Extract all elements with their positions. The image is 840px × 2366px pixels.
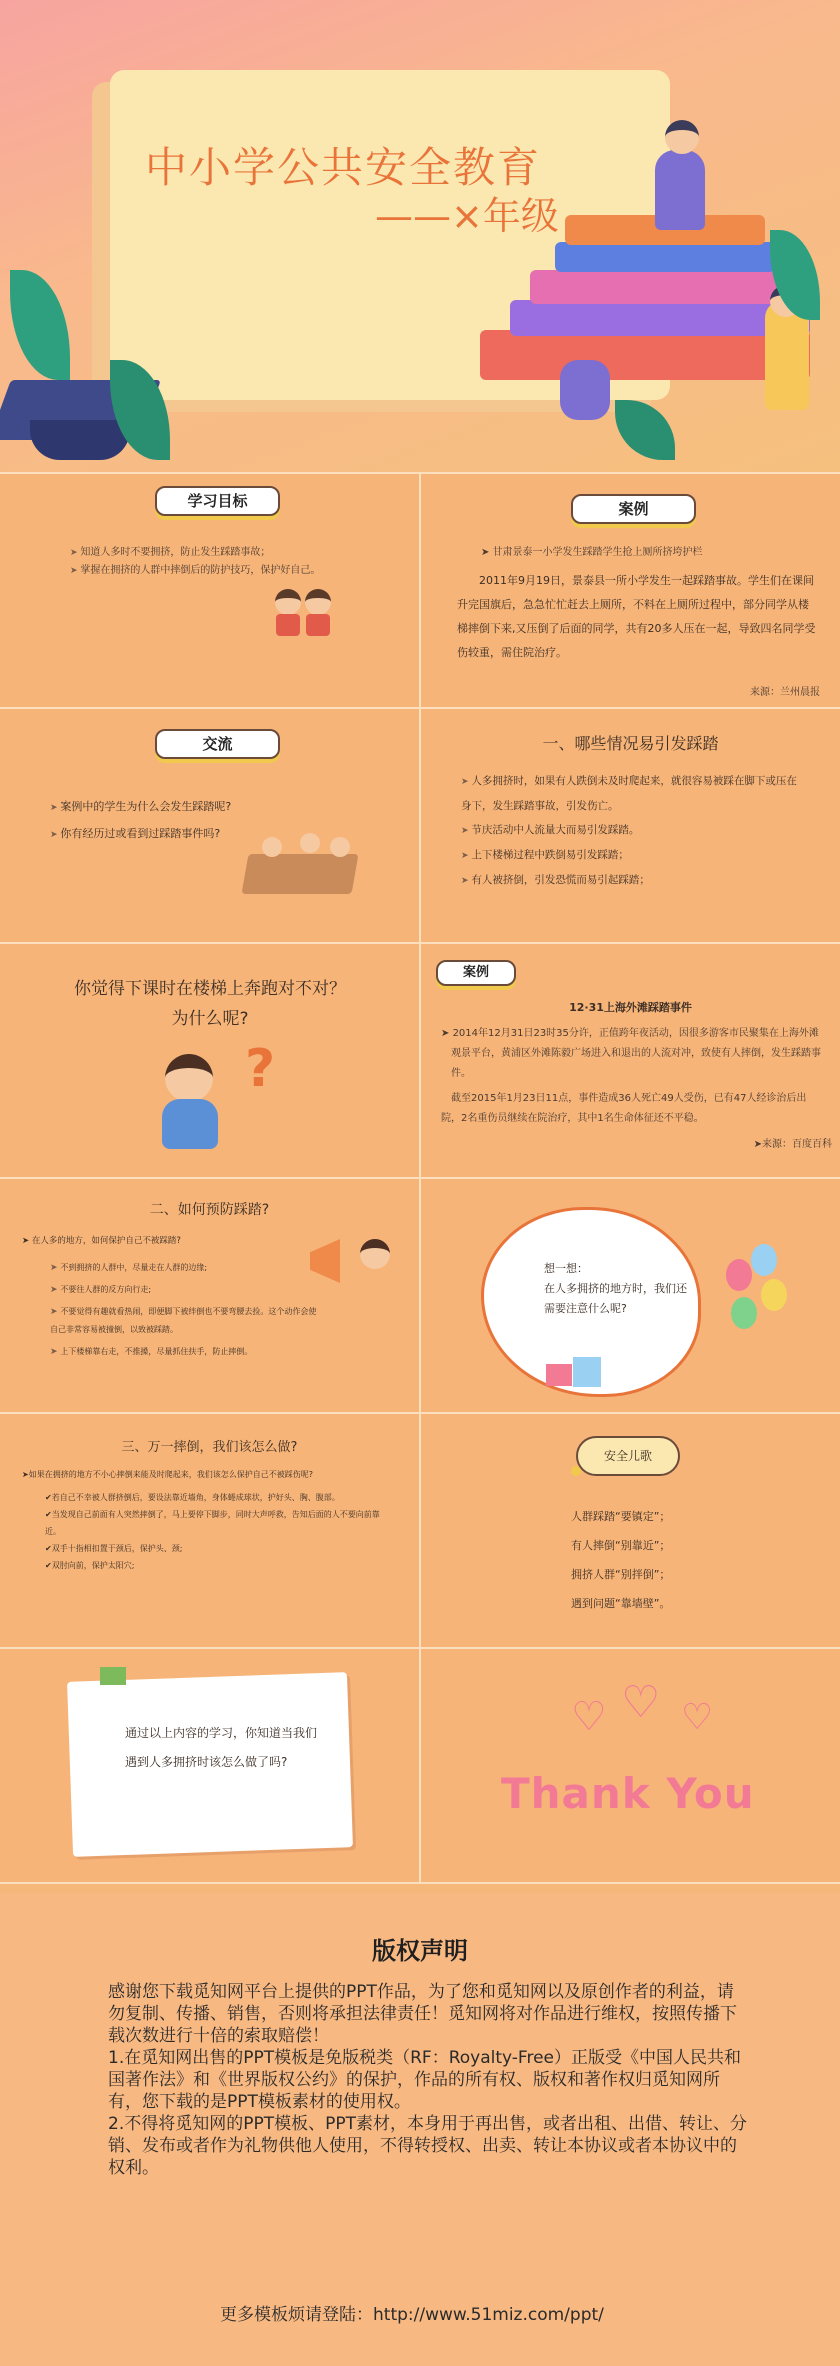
list-item: ➤ 节庆活动中人流量大而易引发踩踏。 (461, 818, 801, 843)
gift-box-icon (546, 1364, 572, 1386)
balloon-icon (726, 1259, 752, 1291)
slide-case-2 (421, 944, 840, 1177)
slide-fall (0, 1414, 419, 1647)
kid-icon (360, 1239, 390, 1269)
song-line: 遇到问题“靠墙壁”。 (571, 1597, 671, 1610)
case-body-1: ➤ 2014年12月31日23时35分许，正值跨年夜活动，因很多游客市民聚集在上海外滩观景平台，黄浦区外滩陈毅广场进入和退出的人流对冲，致使有人摔倒，发生踩踏事件。 (441, 1028, 821, 1079)
leaf-decoration (10, 270, 70, 380)
copyright-title: 版权声明 (372, 1937, 468, 1965)
copyright-link[interactable]: 更多模板烦请登陆：http://www.51miz.com/ppt/ (220, 2305, 604, 2325)
balloon-icon (751, 1244, 777, 1276)
fall-lead: ➤如果在拥挤的地方不小心摔倒来能及时爬起来，我们该怎么保护自己不被踩伤呢? (22, 1470, 313, 1479)
list-item: ➤ 人多拥挤时，如果有人跌倒未及时爬起来，就很容易被踩在脚下或压在身下，发生踩踏事故，引发伤亡。 (461, 769, 801, 818)
slide-thanks (421, 1649, 840, 1882)
copyright-paragraph: 感谢您下载觅知网平台上提供的PPT作品，为了您和觅知网以及原创作者的利益，请勿复制、传播、销售，否则将承担法律责任！觅知网将对作品进行维权，按照传播下载次数进行十倍的索取赔偿！ (108, 1982, 737, 2046)
question-mark-icon: ? (245, 1039, 276, 1099)
sun-icon (571, 1466, 581, 1476)
hero-subtitle: ——×年级 (375, 194, 559, 238)
kid-icon (262, 837, 282, 857)
case-headline: 12·31上海外滩踩踏事件 (569, 1001, 692, 1014)
kid-body (276, 614, 300, 636)
thinking-boy-icon (165, 1054, 213, 1102)
student-figure-left (560, 360, 610, 420)
case-source: ➤来源：百度百科 (753, 1139, 832, 1150)
copyright-section (0, 1893, 840, 2366)
kid-icon (330, 837, 350, 857)
slide-case-1 (421, 474, 840, 707)
slide-prevent (0, 1179, 419, 1412)
situations-list (461, 769, 801, 893)
classroom-desk-icon (241, 854, 358, 894)
case-label: 案例 (571, 494, 696, 524)
thanks-text: Thank You (501, 1769, 755, 1818)
student-figure-top (655, 150, 705, 230)
song-lines (571, 1502, 821, 1618)
divider (0, 1882, 840, 1884)
prevent-lead: ➤ 在人多的地方，如何保护自己不被踩踏? (22, 1236, 181, 1246)
list-item: ➤ 不要觉得有趣就看热闹，即便脚下被绊倒也不要弯腰去捡。这个动作会使自己非常容易被撞倒，以致被踩踏。 (50, 1303, 320, 1339)
copyright-paragraph: 2.不得将觅知网的PPT模板、PPT素材，本身用于再出售，或者出租、出借、转让、分销、发布或者作为礼物供他人使用，不得转授权、出卖、转让本协议或者本协议中的权利。 (108, 2114, 747, 2178)
slide-song (421, 1414, 840, 1647)
list-item: ✔当发现自己前面有人突然摔倒了，马上要停下脚步，同时大声呼救，告知后面的人不要向前靠近。 (45, 1510, 380, 1536)
heart-icon: ♡ (681, 1697, 714, 1738)
list-item: ➤ 知道人多时不要拥挤，防止发生踩踏事故； (70, 544, 370, 562)
think-line-1: 想一想： (544, 1262, 588, 1275)
graduation-cap-base (30, 420, 130, 460)
balloon-icon (731, 1297, 757, 1329)
case-body: 2011年9月19日，景泰县一所小学发生一起踩踏事故。学生们在课间升完国旗后，急急忙忙赶去上厕所，不料在上厕所过程中，部分同学从楼梯摔倒下来,又压倒了后面的同学，共有20多人压在一起，导致四名同学受伤较重，需住院治疗。 (457, 574, 816, 659)
goals-label: 学习目标 (155, 486, 280, 516)
case-source: 来源：兰州晨报 (750, 687, 820, 698)
exchange-label: 交流 (155, 729, 280, 759)
prevent-list (50, 1259, 320, 1361)
fall-list (45, 1489, 385, 1574)
balloon-icon (761, 1279, 787, 1311)
student-head-top (665, 120, 699, 154)
case-body-2: 截至2015年1月23日11点，事件造成36人死亡49人受伤，已有47人经诊治后出院，2名重伤员继续在院治疗，其中1名生命体征还不平稳。 (441, 1093, 807, 1124)
situations-title: 一、哪些情况易引发踩踏 (542, 734, 719, 753)
clip-icon (100, 1667, 126, 1685)
slide-question (0, 944, 419, 1177)
kid-icon (300, 833, 320, 853)
slide-think (421, 1179, 840, 1412)
think-text (544, 1259, 694, 1319)
list-item: ✔双手十指相扣置于颈后，保护头、颈; (45, 1544, 183, 1553)
hero-slide (0, 0, 840, 472)
gift-box-icon (573, 1357, 601, 1387)
copyright-paragraph: 1.在觅知网出售的PPT模板是免版税类（RF：Royalty-Free）正版受《中国人民共和国著作法》和《世界版权公约》的保护，作品的所有权、版权和著作权归觅知网所有，您下载的是PPT模板素材的使用权。 (108, 2048, 741, 2112)
copyright-body (108, 1981, 748, 2179)
leaf-decoration (615, 400, 675, 460)
kid-icon (305, 589, 331, 615)
case-label: 案例 (436, 960, 516, 986)
slide-goals (0, 474, 419, 707)
song-label: 安全儿歌 (576, 1436, 680, 1476)
kid-icon (275, 589, 301, 615)
list-item: ➤ 案例中的学生为什么会发生踩踏呢? (50, 794, 350, 821)
slide-situations (421, 709, 840, 942)
list-item: ➤ 不到拥挤的人群中，尽量走在人群的边缘; (50, 1259, 320, 1277)
list-item: ✔双肘向前，保护太阳穴; (45, 1561, 135, 1570)
song-line: 人群踩踏“要镇定”； (571, 1510, 671, 1523)
boy-body (162, 1099, 218, 1149)
list-item: ✔若自己不幸被人群挤倒后，要设法靠近墙角，身体蜷成球状，护好头、胸、腹部。 (45, 1493, 340, 1502)
list-item: ➤ 上下楼梯靠右走，不推搡，尽量抓住扶手，防止摔倒。 (50, 1343, 320, 1361)
heart-icon: ♡ (621, 1677, 661, 1728)
hero-title: 中小学公共安全教育 (145, 143, 542, 192)
list-item: ➤ 不要往人群的反方向行走; (50, 1281, 320, 1299)
prevent-title: 二、如何预防踩踏? (149, 1202, 270, 1218)
book-red (480, 330, 810, 380)
slide-exchange (0, 709, 419, 942)
list-item: ➤ 掌握在拥挤的人群中摔倒后的防护技巧，保护好自己。 (70, 562, 370, 580)
think-line-2: 在人多拥挤的地方时，我们还需要注意什么呢? (544, 1282, 687, 1315)
case-headline: ➤ 甘肃景泰一小学发生踩踏学生抢上厕所挤垮护栏 (481, 547, 703, 558)
book-pink (530, 270, 800, 304)
song-line: 拥挤人群“别拌倒”； (571, 1568, 671, 1581)
list-item: ➤ 有人被挤倒，引发恐慌而易引起踩踏； (461, 868, 801, 893)
heart-icon: ♡ (571, 1694, 607, 1740)
goals-list (70, 544, 370, 580)
song-line: 有人摔倒“别靠近”； (571, 1539, 671, 1552)
kid-body (306, 614, 330, 636)
book-blue (555, 242, 775, 272)
note-text: 通过以上内容的学习，你知道当我们遇到人多拥挤时该怎么做了吗? (125, 1726, 318, 1769)
fall-title: 三、万一摔倒，我们该怎么做? (121, 1440, 298, 1455)
list-item: ➤ 上下楼梯过程中跌倒易引发踩踏； (461, 843, 801, 868)
slide-note (0, 1649, 419, 1882)
question-text: 你觉得下课时在楼梯上奔跑对不对？为什么呢? (74, 979, 346, 1029)
list-item: ➤ 你有经历过或看到过踩踏事件吗? (50, 821, 350, 848)
